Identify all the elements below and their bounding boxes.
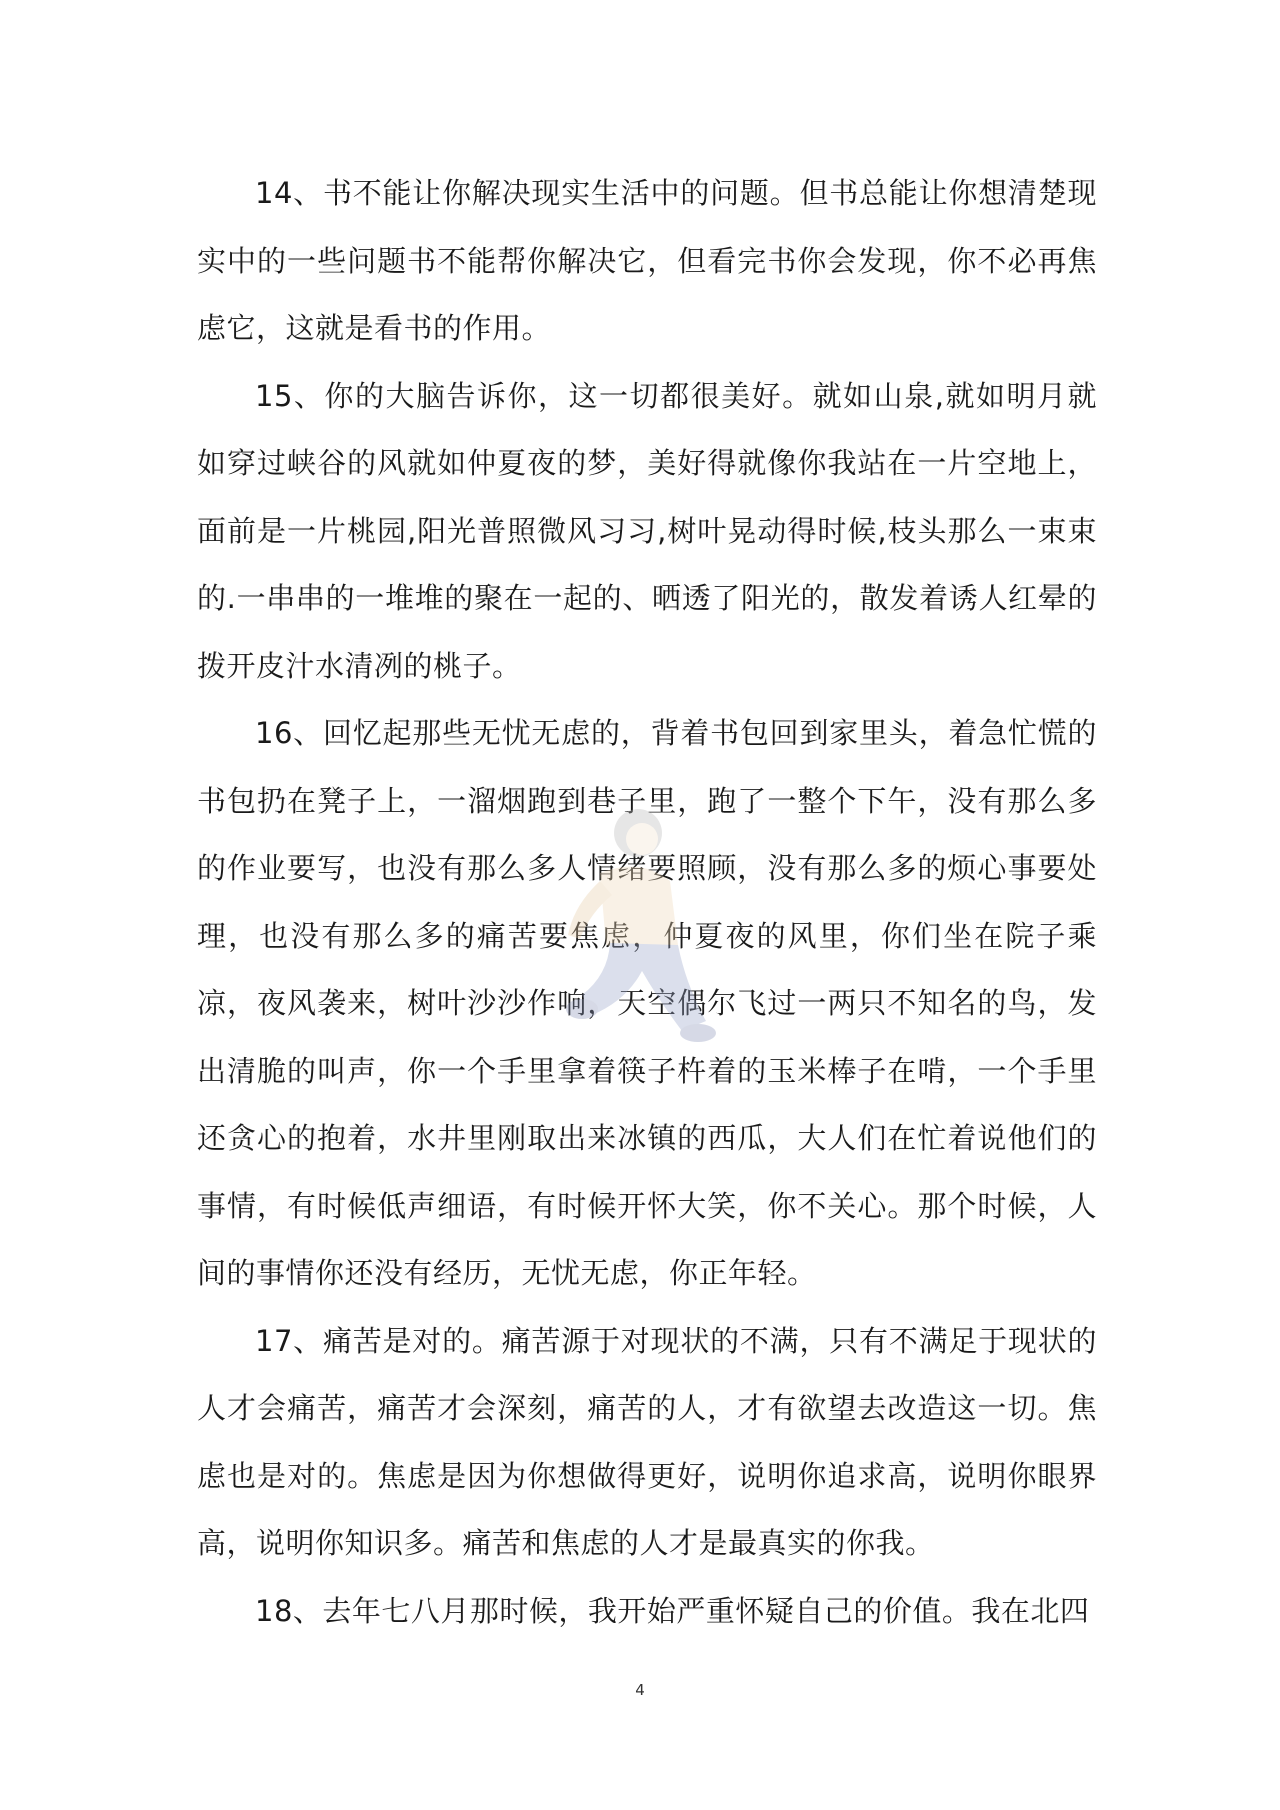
page-number: 4 [635, 1681, 645, 1699]
paragraph-16: 16、回忆起那些无忧无虑的，背着书包回到家里头，着急忙慌的书包扔在凳子上，一溜烟跑到巷子里，跑了一整个下午，没有那么多的作业要写，也没有那么多人情绪要照顾，没有那么多的烦心事要处理，也没有那么多的痛苦要焦虑，仲夏夜的风里，你们坐在院子乘凉，夜风袭来，树叶沙沙作响，天空偶尔飞过一两只不知名的鸟，发出清脆的叫声，你一个手里拿着筷子杵着的玉米棒子在啃，一个手里还贪心的抱着，水井里刚取出来冰镇的西瓜，大人们在忙着说他们的事情，有时候低声细语，有时候开怀大笑，你不关心。那个时候，人间的事情你还没有经历，无忧无虑，你正年轻。 [197, 716, 1097, 1290]
paragraph-14: 14、书不能让你解决现实生活中的问题。但书总能让你想清楚现实中的一些问题书不能帮你解决它，但看完书你会发现，你不必再焦虑它，这就是看书的作用。 [197, 176, 1097, 345]
paragraph-18: 18、去年七八月那时候，我开始严重怀疑自己的价值。我在北四 [255, 1593, 1090, 1628]
document-body [197, 160, 1097, 1645]
paragraph-15: 15、你的大脑告诉你，这一切都很美好。就如山泉,就如明月就如穿过峡谷的风就如仲夏夜的梦，美好得就像你我站在一片空地上，面前是一片桃园,阳光普照微风习习,树叶晃动得时候,枝头那么一束束的.一串串的一堆堆的聚在一起的、晒透了阳光的，散发着诱人红晕的 拨开皮汁水清冽的桃子。 [197, 378, 1097, 683]
paragraph-17: 17、痛苦是对的。痛苦源于对现状的不满，只有不满足于现状的人才会痛苦，痛苦才会深刻，痛苦的人，才有欲望去改造这一切。焦虑也是对的。焦虑是因为你想做得更好，说明你追求高，说明你眼界高，说明你知识多。痛苦和焦虑的人才是最真实的你我。 [197, 1323, 1097, 1560]
